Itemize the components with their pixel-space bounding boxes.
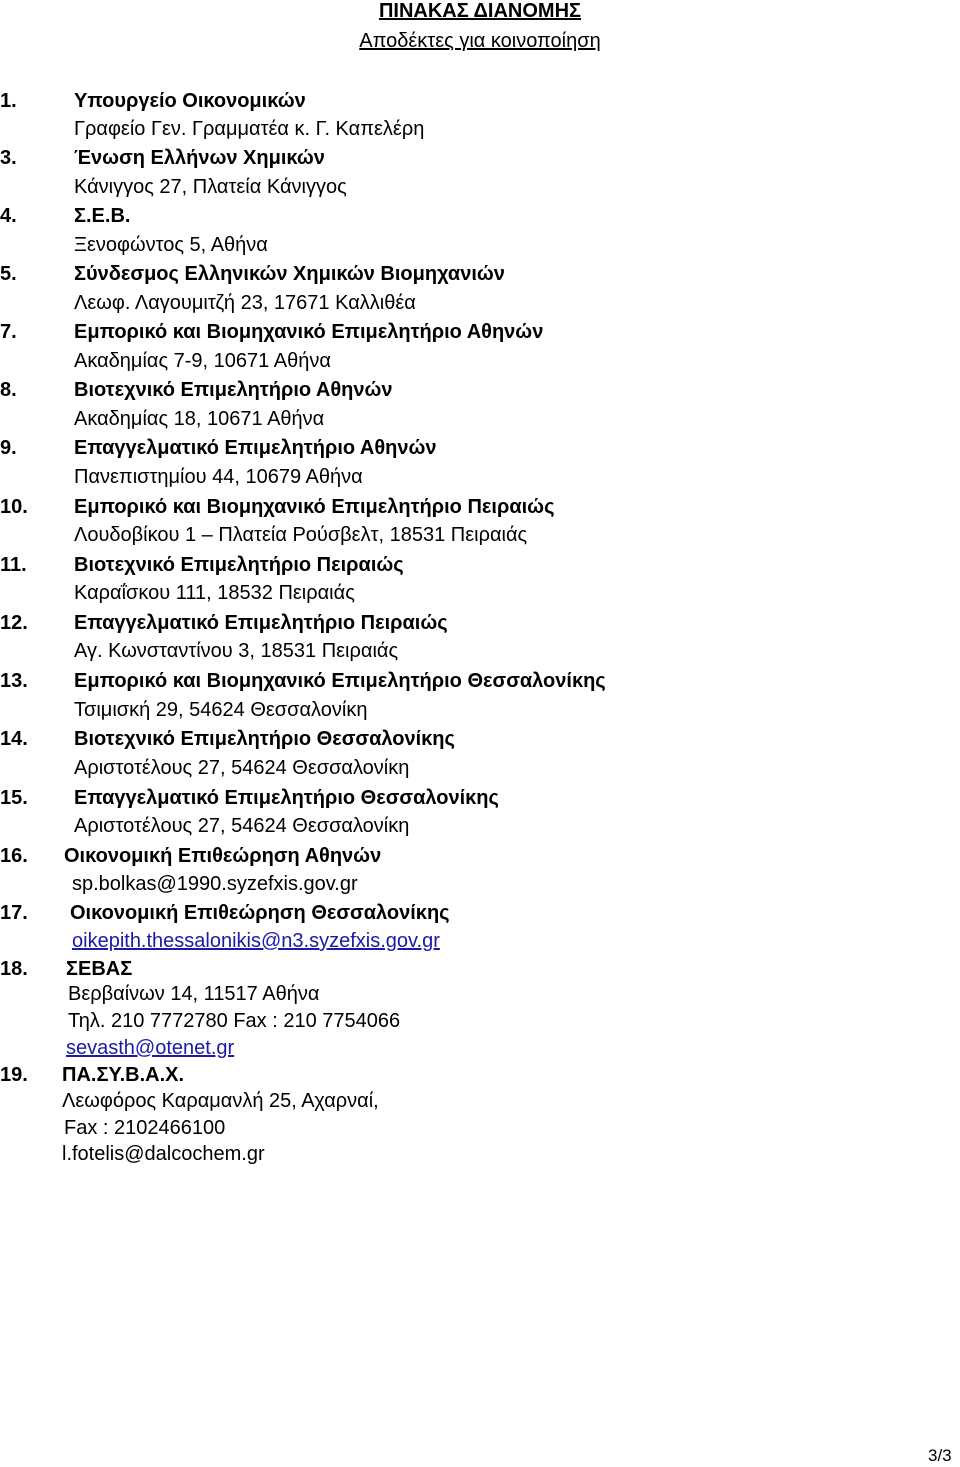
entry-address-line: Βερβαίνων 14, 11517 Αθήνα	[68, 983, 320, 1005]
entry-number: 17.	[0, 902, 28, 924]
entry-number: 8.	[0, 379, 17, 401]
header-subtitle: Αποδέκτες για κοινοποίηση	[359, 30, 601, 52]
entry-number: 12.	[0, 612, 28, 634]
entry-address-line: Λεωφόρος Καραμανλή 25, Αχαρναί,	[62, 1090, 379, 1112]
entry-name: Βιοτεχνικό Επιμελητήριο Θεσσαλονίκης	[74, 728, 455, 750]
entry-name: Οικονομική Επιθεώρηση Αθηνών	[64, 845, 382, 867]
entry-name: Βιοτεχνικό Επιμελητήριο Πειραιώς	[74, 554, 404, 576]
entry-name: Σύνδεσμος Ελληνικών Χημικών Βιομηχανιών	[74, 263, 505, 285]
entry-name: Επαγγελματικό Επιμελητήριο Θεσσαλονίκης	[74, 787, 499, 809]
entry-name: Ένωση Ελλήνων Χημικών	[74, 147, 325, 169]
entry-number: 19.	[0, 1064, 28, 1086]
entry-address-line: Γραφείο Γεν. Γραμματέα κ. Γ. Καπελέρη	[74, 118, 425, 140]
entry-address-line: Τσιμισκή 29, 54624 Θεσσαλονίκη	[74, 699, 368, 721]
entry-address-line: sp.bolkas@1990.syzefxis.gov.gr	[72, 873, 358, 895]
entry-number: 11.	[0, 554, 27, 576]
entry-name: Οικονομική Επιθεώρηση Θεσσαλονίκης	[70, 902, 450, 924]
entry-number: 10.	[0, 496, 28, 518]
entry-name: Βιοτεχνικό Επιμελητήριο Αθηνών	[74, 379, 393, 401]
entry-address-line: Ακαδημίας 18, 10671 Αθήνα	[74, 408, 325, 430]
entry-number: 3.	[0, 147, 17, 169]
entry-name: Εμπορικό και Βιομηχανικό Επιμελητήριο Θεσσαλονίκης	[74, 670, 606, 692]
entry-number: 5.	[0, 263, 17, 285]
entry-number: 14.	[0, 728, 28, 750]
entry-number: 13.	[0, 670, 28, 692]
entry-name: Επαγγελματικό Επιμελητήριο Αθηνών	[74, 437, 437, 459]
entry-address-line: Πανεπιστημίου 44, 10679 Αθήνα	[74, 466, 363, 488]
entry-address-line: Αγ. Κωνσταντίνου 3, 18531 Πειραιάς	[74, 640, 399, 662]
entry-address-line: Αριστοτέλους 27, 54624 Θεσσαλονίκη	[74, 757, 410, 779]
entry-address-line: Αριστοτέλους 27, 54624 Θεσσαλονίκη	[74, 815, 410, 837]
entry-name: Εμπορικό και Βιομηχανικό Επιμελητήριο Αθηνών	[74, 321, 544, 343]
entry-name: Υπουργείο Οικονομικών	[74, 90, 306, 112]
entry-number: 15.	[0, 787, 28, 809]
entry-address-line: Τηλ. 210 7772780 Fax : 210 7754066	[68, 1010, 401, 1032]
entry-address-line: Λουδοβίκου 1 – Πλατεία Ρούσβελτ, 18531 Πειραιάς	[74, 524, 528, 546]
entry-email-link[interactable]: sevasth@otenet.gr	[66, 1037, 235, 1059]
entry-number: 18.	[0, 958, 28, 980]
entry-number: 16.	[0, 845, 28, 867]
header-title: ΠΙΝΑΚΑΣ ΔΙΑΝΟΜΗΣ	[378, 0, 582, 22]
entry-number: 9.	[0, 437, 17, 459]
entry-number: 1.	[0, 90, 17, 112]
entry-number: 4.	[0, 205, 17, 227]
page-number: 3/3	[928, 1446, 952, 1465]
entry-name: Επαγγελματικό Επιμελητήριο Πειραιώς	[74, 612, 448, 634]
entry-address-line: l.fotelis@dalcochem.gr	[62, 1143, 265, 1165]
entry-address-line: Κάνιγγος 27, Πλατεία Κάνιγγος	[74, 176, 347, 198]
entry-address-line: Ακαδημίας 7-9, 10671 Αθήνα	[74, 350, 331, 372]
entry-name: ΣΕΒΑΣ	[66, 958, 133, 980]
entry-email-link[interactable]: oikepith.thessalonikis@n3.syzefxis.gov.gr	[72, 930, 440, 952]
entry-address-line: Fax : 2102466100	[64, 1117, 226, 1139]
entry-address-line: Καραΐσκου 111, 18532 Πειραιάς	[74, 582, 355, 604]
entry-number: 7.	[0, 321, 17, 343]
entry-name: ΠΑ.ΣΥ.Β.Α.Χ.	[62, 1064, 185, 1086]
entry-name: Εμπορικό και Βιομηχανικό Επιμελητήριο Πειραιώς	[74, 496, 555, 518]
entry-address-line: Ξενοφώντος 5, Αθήνα	[74, 234, 268, 256]
entry-name: Σ.Ε.Β.	[74, 205, 131, 227]
entry-address-line: Λεωφ. Λαγουμιτζή 23, 17671 Καλλιθέα	[74, 292, 416, 314]
